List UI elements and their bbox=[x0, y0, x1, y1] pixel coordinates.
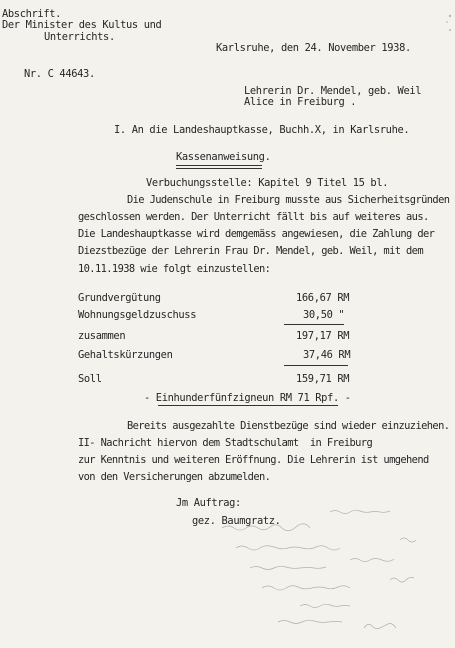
document-title: Kassenanweisung. bbox=[176, 151, 271, 163]
amount-in-words: - Einhunderfünfzigneun RM 71 Rpf. - bbox=[144, 392, 351, 404]
body-line-5: 10.11.1938 wie folgt einzustellen: bbox=[78, 263, 271, 275]
closing-line-3: zur Kenntnis und weiteren Eröffnung. Die Lehrerin ist umgehend bbox=[78, 454, 429, 466]
table-row-amount: 30,50 " bbox=[303, 309, 345, 321]
table-row-amount: 197,17 RM bbox=[296, 330, 350, 342]
table-row-label: zusammen bbox=[78, 330, 126, 342]
addressee: I. An die Landeshauptkasse, Buchh.X, in Karlsruhe. bbox=[114, 124, 410, 136]
table-row-label: Wohnungsgeldzuschuss bbox=[78, 309, 197, 321]
ministry-name-cont: Unterrichts. bbox=[44, 31, 115, 43]
heading-abschrift: Abschrift. bbox=[2, 8, 62, 20]
signature-name: gez. Baumgratz. bbox=[192, 515, 281, 527]
sum-rule bbox=[284, 324, 344, 325]
place-date: Karlsruhe, den 24. November 1938. bbox=[216, 42, 411, 54]
body-line-1: Die Judenschule in Freiburg musste aus Sicherheitsgründen bbox=[127, 194, 450, 206]
table-row-amount: 166,67 RM bbox=[296, 292, 350, 304]
closing-line-4: von den Versicherungen abzumelden. bbox=[78, 471, 271, 483]
table-row-amount: 37,46 RM bbox=[303, 349, 351, 361]
body-line-4: Diezstbezüge der Lehrerin Frau Dr. Mendel, geb. Weil, mit dem bbox=[78, 245, 423, 257]
signature-by-order: Jm Auftrag: bbox=[176, 497, 241, 509]
recipient-line-1: Lehrerin Dr. Mendel, geb. Weil bbox=[244, 85, 422, 97]
closing-line-1: Bereits ausgezahlte Dienstbezüge sind wieder einzuziehen. bbox=[127, 420, 450, 432]
amount-in-words-underline bbox=[158, 405, 338, 406]
table-row-label: Gehaltskürzungen bbox=[78, 349, 173, 361]
body-line-3: Die Landeshauptkasse wird demgemäss angewiesen, die Zahlung der bbox=[78, 228, 435, 240]
table-row-label: Grundvergütung bbox=[78, 292, 161, 304]
closing-line-2: II- Nachricht hiervon dem Stadtschulamt in Freiburg bbox=[78, 437, 373, 449]
recipient-line-2: Alice in Freiburg . bbox=[244, 96, 357, 108]
body-line-2: geschlossen werden. Der Unterricht fällt bis auf weiteres aus. bbox=[78, 211, 429, 223]
table-row-amount: 159,71 RM bbox=[296, 373, 350, 385]
total-rule bbox=[284, 365, 348, 366]
title-double-underline bbox=[176, 165, 262, 166]
reference-number: Nr. C 44643. bbox=[24, 68, 95, 80]
booking-line: Verbuchungsstelle: Kapitel 9 Titel 15 bl. bbox=[146, 177, 389, 189]
ministry-name: Der Minister des Kultus und bbox=[2, 19, 162, 31]
table-row-label: Soll bbox=[78, 373, 102, 385]
title-double-underline-2 bbox=[176, 168, 262, 169]
